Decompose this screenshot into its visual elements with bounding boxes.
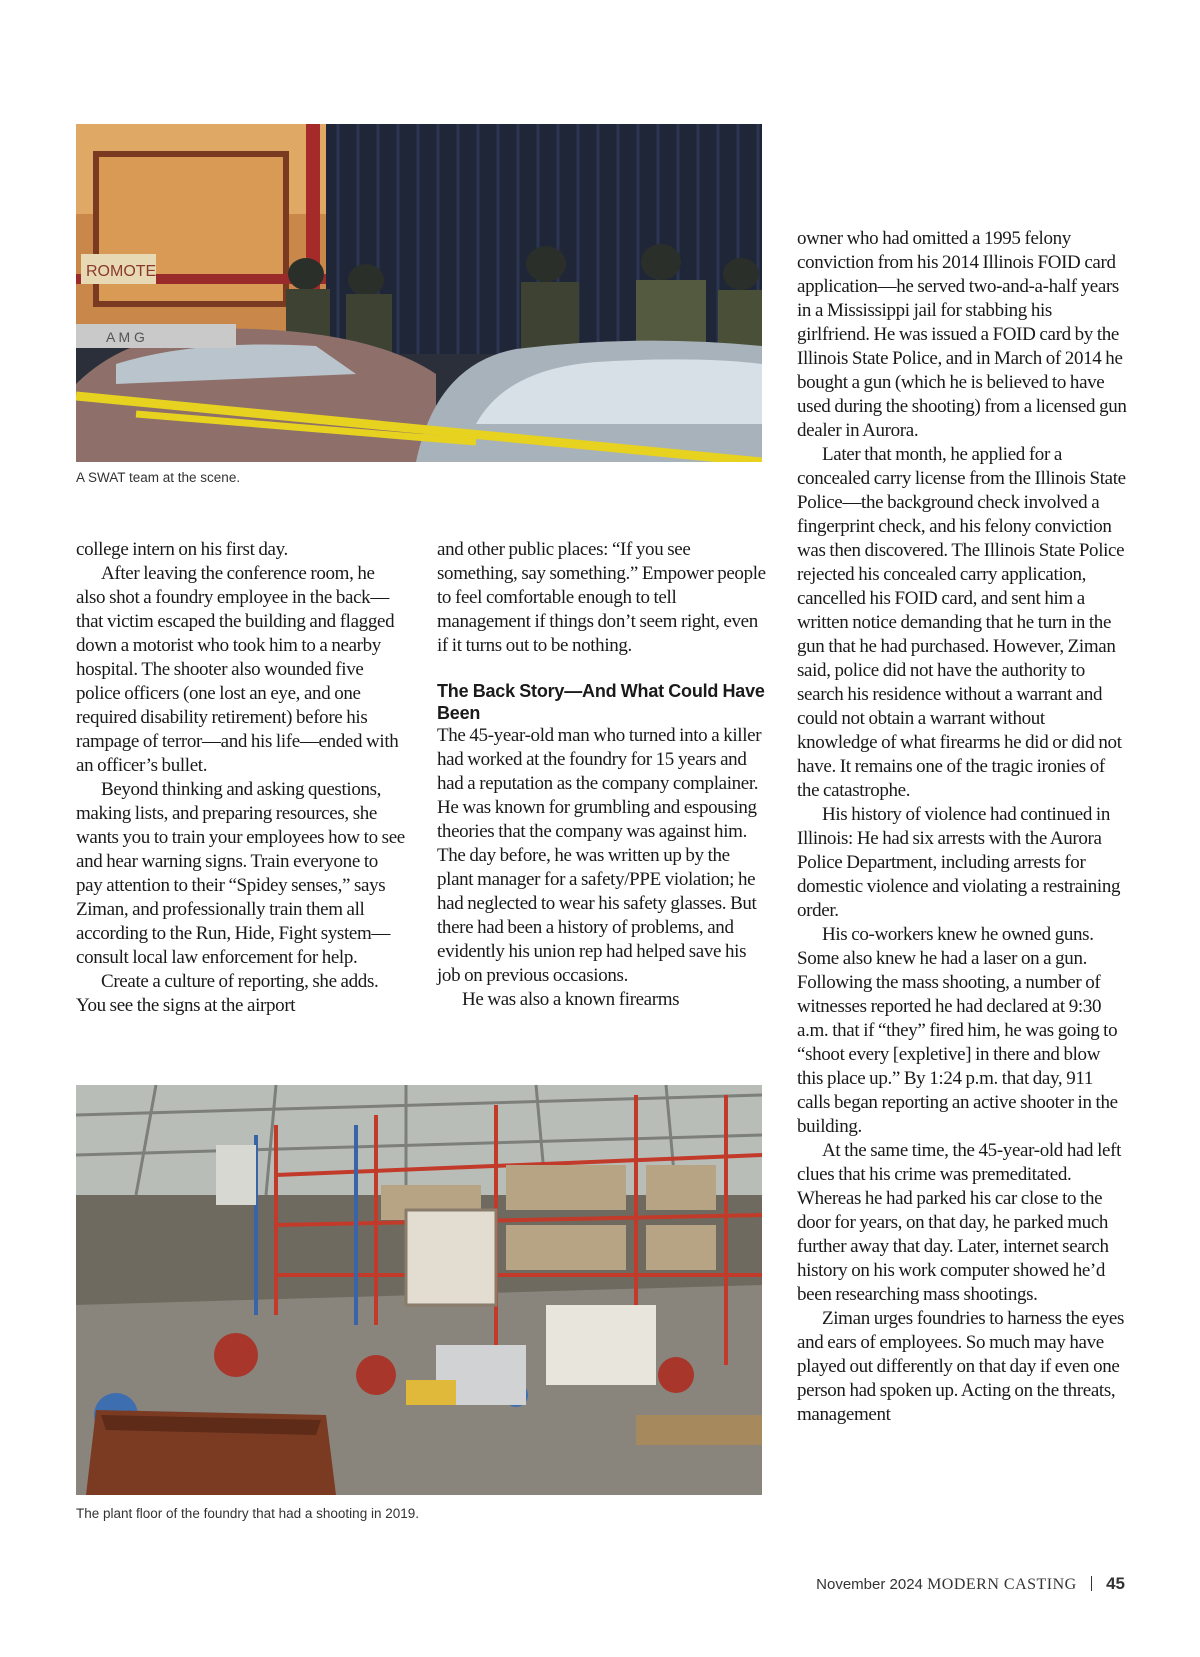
middle-paragraph: and other public places: “If you see something, say something.” Empower people to feel comfortable enough to tell management if things don’t seem right, even if it turns out to be nothing. <box>437 539 766 656</box>
magazine-name: MODERN CASTING <box>927 1576 1077 1593</box>
right-paragraph: His co-workers knew he owned guns. Some also knew he had a laser on a gun. Following the mass shooting, a number of witnesses reported he had declared at 9:30 a.m. that if “they” fired him, he was going to “shoot every [expletive] in there and blow this place up.” By 1:24 p.m. that day, 911 calls began reporting an active shooter in the building. <box>797 924 1118 1137</box>
right-paragraph: Later that month, he applied for a concealed carry license from the Illinois State Police—the background check involved a fingerprint check, and his felony conviction was then discovered. The Illinois State Police rejected his concealed carry application, cancelled his FOID card, and sent him a written notice demanding that he turn in the gun that he had purchased. However, Ziman said, police did not have the authority to search his residence without a warrant and could not obtain a warrant without knowledge of what firearms he did or did not have. It remains one of the tragic ironies of the catastrophe. <box>797 444 1126 801</box>
right-paragraph: At the same time, the 45-year-old had left clues that his crime was premeditated. Whereas he had parked his car close to the door for years, on that day, he parked much further away that day. Later, internet search history on his work computer showed he’d been researching mass shootings. <box>797 1140 1122 1305</box>
left-paragraph: After leaving the conference room, he also shot a foundry employee in the back—that victim escaped the building and flagged down a motorist who took him to a nearby hospital. The shooter also wounded five police officers (one lost an eye, and one required disability retirement) before his rampage of terror—and his life—ended with an officer’s bullet. <box>76 563 399 776</box>
page-number: 45 <box>1106 1574 1125 1593</box>
left-paragraph: Beyond thinking and asking questions, making lists, and preparing resources, she wants you to train your employees how to see and hear warning signs. Train everyone to pay attention to their “Spidey senses,” says Ziman, and professionally train them all according to the Run, Hide, Fight system—consult local law enforcement for help. <box>76 779 405 968</box>
svg-text:A M G: A M G <box>106 329 145 345</box>
page-footer <box>816 1574 1125 1594</box>
swat-team-photo <box>76 124 762 462</box>
right-paragraph: Ziman urges foundries to harness the eyes and ears of employees. So much may have played out differently on that day if even one person had spoken up. Acting on the threats, management <box>797 1308 1125 1425</box>
left-column <box>76 538 406 1018</box>
middle-paragraph: He was also a known firearms <box>462 989 680 1010</box>
sign-text: ROMOTE <box>86 263 157 280</box>
plant-floor-photo <box>76 1085 762 1495</box>
left-paragraph: college intern on his first day. <box>76 539 288 560</box>
issue-date: November 2024 <box>816 1576 923 1593</box>
right-paragraph: owner who had omitted a 1995 felony conviction from his 2014 Illinois FOID card application—he served two-and-a-half years in a Mississippi jail for stabbing his girlfriend. He was issued a FOID card by the Illinois State Police, and in March of 2014 he bought a gun (which he is believed to have used during the shooting) from a licensed gun dealer in Aurora. <box>797 228 1127 441</box>
bottom-photo-caption: The plant floor of the foundry that had a shooting in 2019. <box>76 1506 419 1521</box>
right-paragraph: His history of violence had continued in Illinois: He had six arrests with the Aurora Police Department, including arrests for domestic violence and violating a restraining order. <box>797 804 1121 921</box>
section-heading: The Back Story—And What Could Have Been <box>437 681 765 723</box>
middle-paragraph: The 45-year-old man who turned into a killer had worked at the foundry for 15 years and had a reputation as the company complainer. He was known for grumbling and espousing theories that the company was against him. The day before, he was written up by the plant manager for a safety/PPE violation; he had neglected to wear his safety glasses. But there had been a history of problems, and evidently his union rep had helped save his job on previous occasions. <box>437 725 762 986</box>
left-paragraph: Create a culture of reporting, she adds. You see the signs at the airport <box>76 971 379 1016</box>
footer-divider <box>1091 1576 1092 1591</box>
top-photo-caption: A SWAT team at the scene. <box>76 470 241 485</box>
middle-column <box>437 538 767 1012</box>
right-column <box>797 227 1127 1427</box>
